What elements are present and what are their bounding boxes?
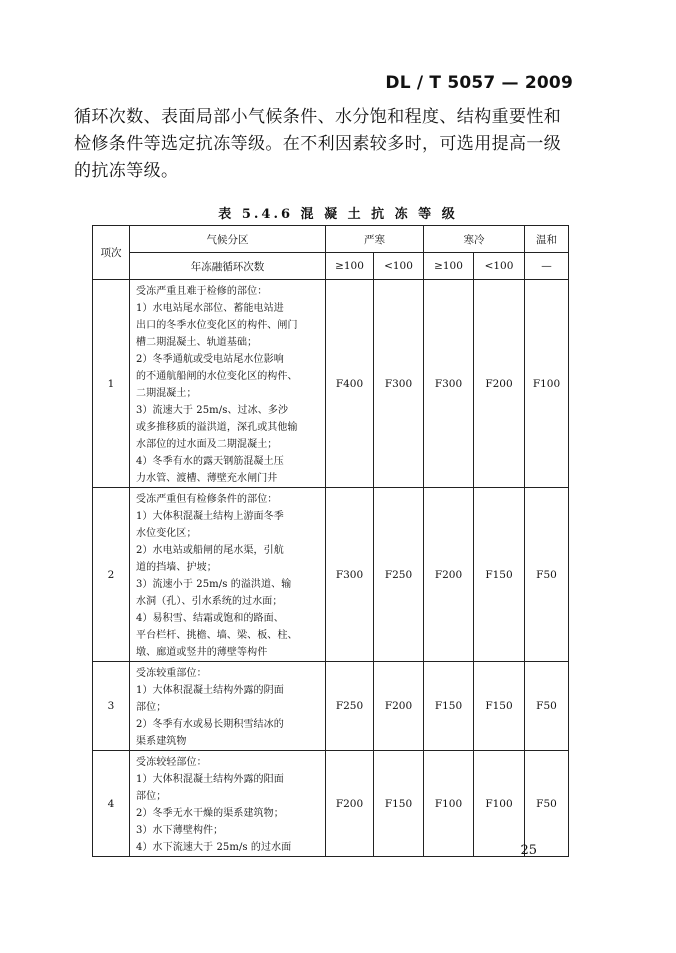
description-line: 水位变化区； xyxy=(136,528,197,539)
header-mild-dash: — xyxy=(525,253,569,280)
intro-line: 循环次数、表面局部小气候条件、水分饱和程度、结构重要性和 xyxy=(74,107,562,127)
intro-paragraph xyxy=(74,104,574,185)
description-line: 2）冬季通航或受电站尾水位影响 xyxy=(136,354,284,365)
description-line: 渠系建筑物 xyxy=(136,736,187,747)
grade-cell: F200 xyxy=(326,751,374,857)
description-line: 2）冬季有水或易长期积雪结冰的 xyxy=(136,719,284,730)
row-description xyxy=(130,751,326,857)
grade-cell: F100 xyxy=(525,280,569,488)
row-description xyxy=(130,280,326,488)
description-line: 4）水下流速大于 25m/s 的过水面 xyxy=(136,842,292,853)
header-severe-lt100: <100 xyxy=(374,253,424,280)
grade-cell: F250 xyxy=(326,662,374,751)
description-line: 水洞（孔）、引水系统的过水面； xyxy=(136,596,283,607)
header-cold: 寒冷 xyxy=(424,226,525,253)
description-line: 或多推移质的溢洪道，深孔或其他输 xyxy=(136,422,298,433)
header-row-cycles xyxy=(93,253,569,280)
standard-number: DL / T 5057 — 2009 xyxy=(385,73,573,93)
row-description xyxy=(130,488,326,662)
description-line: 1）大体积混凝土结构外露的阳面 xyxy=(136,774,284,785)
description-line: 1）大体积混凝土结构外露的阴面 xyxy=(136,685,284,696)
description-line: 3）流速小于 25m/s 的溢洪道、输 xyxy=(136,579,292,590)
grade-cell: F150 xyxy=(424,662,474,751)
grade-cell: F400 xyxy=(326,280,374,488)
row-item: 3 xyxy=(93,662,130,751)
header-climate-zone: 气候分区 xyxy=(130,226,326,253)
description-line: 平台栏杆、挑檐、墙、梁、板、柱、 xyxy=(136,630,298,641)
description-line: 受冻严重且难于检修的部位： xyxy=(136,286,268,297)
table-row xyxy=(93,751,569,857)
grade-cell: F50 xyxy=(525,488,569,662)
frost-resistance-table xyxy=(92,225,569,857)
description-line: 道的挡墙、护坡； xyxy=(136,562,217,573)
grade-cell: F300 xyxy=(326,488,374,662)
grade-cell: F150 xyxy=(474,662,525,751)
row-item: 2 xyxy=(93,488,130,662)
description-line: 部位； xyxy=(136,702,167,713)
description-line: 1）大体积混凝土结构上游面冬季 xyxy=(136,511,284,522)
header-cold-lt100: <100 xyxy=(474,253,525,280)
description-line: 3）水下薄壁构件； xyxy=(136,825,224,836)
description-line: 二期混凝土； xyxy=(136,388,197,399)
grade-cell: F50 xyxy=(525,751,569,857)
description-line: 受冻较重部位： xyxy=(136,668,207,679)
description-line: 部位； xyxy=(136,791,167,802)
page-number: 25 xyxy=(520,843,537,858)
description-line: 力水管、渡槽、薄壁充水闸门井 xyxy=(136,473,278,484)
row-description xyxy=(130,662,326,751)
description-line: 墩、廊道或竖井的薄壁等构件 xyxy=(136,647,268,658)
description-line: 2）水电站或船闸的尾水渠，引航 xyxy=(136,545,284,556)
intro-line: 检修条件等选定抗冻等级。在不利因素较多时，可选用提高一级 xyxy=(74,134,562,154)
description-line: 的不通航船闸的水位变化区的构件、 xyxy=(136,371,298,382)
description-line: 2）冬季无水干燥的渠系建筑物； xyxy=(136,808,284,819)
header-item: 项次 xyxy=(93,226,130,280)
grade-cell: F250 xyxy=(374,488,424,662)
description-line: 3）流速大于 25m/s、过冰、多沙 xyxy=(136,405,289,416)
row-item: 4 xyxy=(93,751,130,857)
table-caption: 表 5.4.6 混 凝 土 抗 冻 等 级 xyxy=(218,207,458,222)
grade-cell: F100 xyxy=(474,751,525,857)
grade-cell: F150 xyxy=(474,488,525,662)
description-line: 水部位的过水面及二期混凝土； xyxy=(136,439,278,450)
description-line: 1）水电站尾水部位、蓄能电站进 xyxy=(136,303,284,314)
grade-cell: F100 xyxy=(424,751,474,857)
description-line: 受冻严重但有检修条件的部位： xyxy=(136,494,278,505)
header-row-climate xyxy=(93,226,569,253)
grade-cell: F300 xyxy=(374,280,424,488)
row-item: 1 xyxy=(93,280,130,488)
header-mild: 温和 xyxy=(525,226,569,253)
grade-cell: F150 xyxy=(374,751,424,857)
grade-cell: F200 xyxy=(424,488,474,662)
header-cycles: 年冻融循环次数 xyxy=(130,253,326,280)
grade-cell: F200 xyxy=(474,280,525,488)
description-line: 4）冬季有水的露天钢筋混凝土压 xyxy=(136,456,284,467)
header-cold-ge100: ≥100 xyxy=(424,253,474,280)
description-line: 4）易积雪、结霜或饱和的路面、 xyxy=(136,613,284,624)
header-severe-ge100: ≥100 xyxy=(326,253,374,280)
intro-line: 的抗冻等级。 xyxy=(74,161,179,181)
table-row xyxy=(93,280,569,488)
grade-cell: F300 xyxy=(424,280,474,488)
header-severe: 严寒 xyxy=(326,226,424,253)
description-line: 出口的冬季水位变化区的构件、闸门 xyxy=(136,320,298,331)
description-line: 受冻较轻部位： xyxy=(136,757,207,768)
table-row xyxy=(93,662,569,751)
grade-cell: F50 xyxy=(525,662,569,751)
description-line: 槽二期混凝土、轨道基础； xyxy=(136,337,258,348)
grade-cell: F200 xyxy=(374,662,424,751)
table-row xyxy=(93,488,569,662)
